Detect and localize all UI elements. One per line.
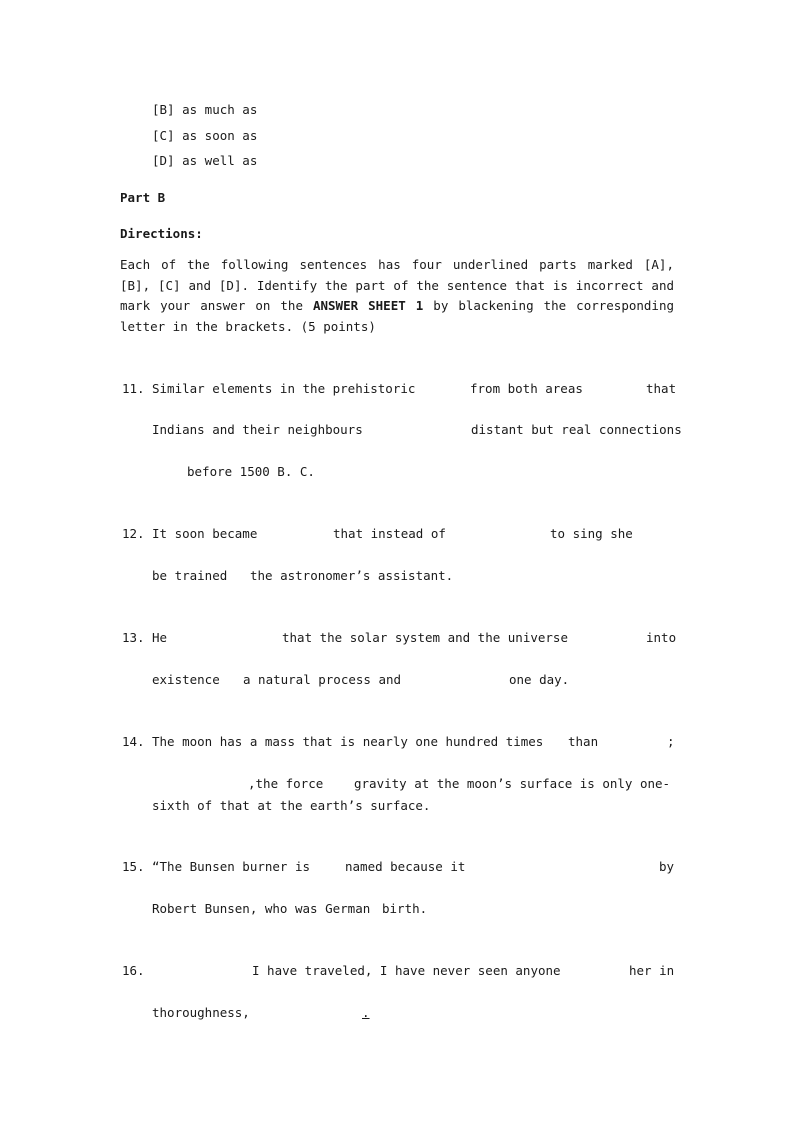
question-number: 13.: [122, 630, 145, 645]
sentence-segment: thoroughness,: [152, 1005, 250, 1020]
question-number: 16.: [122, 963, 145, 978]
question-number: 12.: [122, 526, 145, 541]
part-title: Part B: [120, 190, 166, 205]
sentence-segment: than: [568, 734, 599, 749]
sentence-segment: that: [646, 381, 677, 396]
question-number: 14.: [122, 734, 145, 749]
directions-text-after: by blackening the corresponding letter in the brackets. (5 points): [120, 298, 675, 334]
sentence-segment: existence: [152, 672, 220, 687]
sentence-segment: her in: [629, 963, 675, 978]
option-c: [C] as soon as: [152, 128, 258, 143]
sentence-segment: The moon has a mass that is nearly one hundred times: [152, 734, 544, 749]
question-number: 15.: [122, 859, 145, 874]
sentence-segment: one day.: [509, 672, 570, 687]
underlined-segment: .: [362, 1005, 370, 1020]
sentence-segment: from both areas: [470, 381, 583, 396]
sentence-segment: It soon became: [152, 526, 258, 541]
sentence-segment: that the solar system and the universe: [282, 630, 568, 645]
option-b: [B] as much as: [152, 102, 258, 117]
sentence-segment: distant but real connections: [471, 422, 682, 437]
sentence-segment: Similar elements in the prehistoric: [152, 381, 416, 396]
sentence-segment: “The Bunsen burner is: [152, 859, 311, 874]
sentence-segment: the astronomer’s assistant.: [250, 568, 454, 583]
sentence-segment: ;: [667, 734, 675, 749]
answer-sheet-label: ANSWER SHEET 1: [312, 298, 424, 313]
sentence-segment: ,the force: [248, 776, 324, 791]
sentence-segment: gravity at the moon’s surface is only one-: [354, 776, 671, 791]
directions-title: Directions:: [120, 226, 203, 241]
directions-paragraph: [120, 255, 674, 337]
question-number: 11.: [122, 381, 145, 396]
sentence-segment: He: [152, 630, 168, 645]
sentence-segment: before 1500 B. C.: [187, 464, 315, 479]
option-d: [D] as well as: [152, 153, 258, 168]
sentence-segment: to sing she: [550, 526, 633, 541]
sentence-segment: be trained: [152, 568, 228, 583]
sentence-segment: I have traveled, I have never seen anyone: [252, 963, 561, 978]
sentence-segment: birth.: [382, 901, 428, 916]
sentence-segment: Robert Bunsen, who was German: [152, 901, 371, 916]
sentence-segment: sixth of that at the earth’s surface.: [152, 798, 431, 813]
sentence-segment: Indians and their neighbours: [152, 422, 363, 437]
sentence-segment: a natural process and: [243, 672, 402, 687]
sentence-segment: that instead of: [333, 526, 446, 541]
sentence-segment: into: [646, 630, 677, 645]
sentence-segment: by: [659, 859, 675, 874]
directions-text-before: Each of the following sentences has four underlined parts marked [A], [B], [C] and [D]. Identify the part of the sentence that is incorrect and mark your answer on the: [120, 257, 674, 313]
sentence-segment: named because it: [345, 859, 466, 874]
